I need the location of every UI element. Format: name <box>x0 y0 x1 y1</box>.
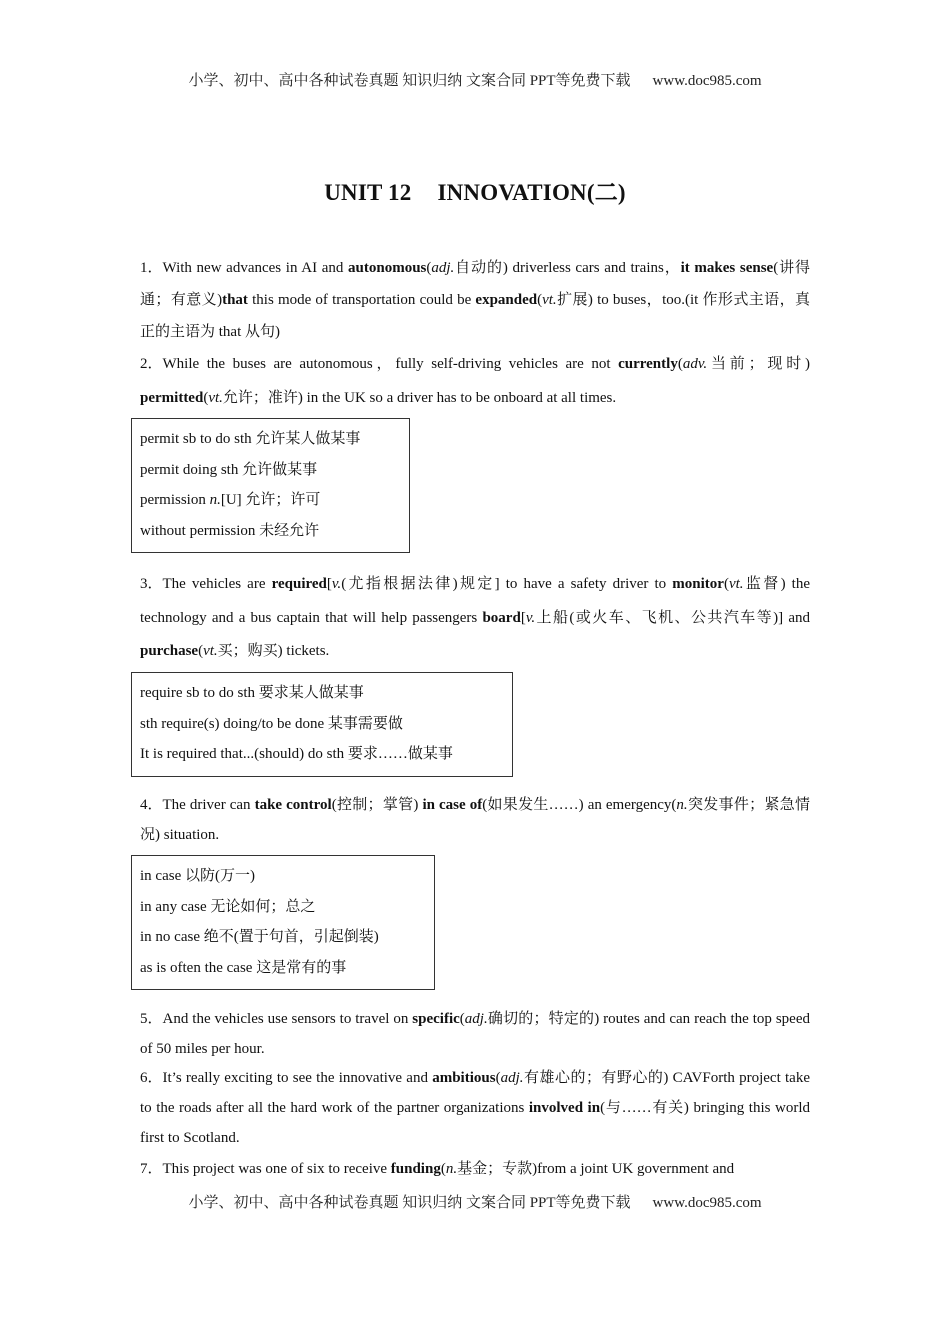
paragraph-2: 2．While the buses are autonomous，fully self-driving vehicles are not currently(adv.当前；现时) permitted(vt.允许；准许) in the UK so a driver has to be onboard at all times. <box>140 356 811 406</box>
title-unit: UNIT 12 <box>324 180 412 205</box>
paragraph-6: 6．It’s really exciting to see the innovative and ambitious(adj.有雄心的；有野心的) CAVForth project take to the roads after all the hard work of the partner organizations involved in(与……有关) bringing this world first to Scotland. <box>140 1070 810 1146</box>
page-header <box>0 69 950 90</box>
note-line: It is required that...(should) do sth 要求……做某事 <box>140 746 453 762</box>
note-line: without permission 未经允许 <box>140 522 320 539</box>
note-box-in-case <box>131 855 435 990</box>
paragraph-4: 4．The driver can take control(控制；掌管) in case of(如果发生……) an emergency(n.突发事件；紧急情况) situation. <box>140 797 810 843</box>
paragraph-1: 1．With new advances in AI and autonomous(adj.自动的) driverless cars and trains，it makes sense(讲得通；有意义)that this mode of transportation could be expanded(vt.扩展) to buses，too.(it 作形式主语，真正的主语为 that 从句) <box>140 260 811 340</box>
note-line: require sb to do sth 要求某人做某事 <box>140 685 364 701</box>
note-line: in any case 无论如何；总之 <box>140 898 316 915</box>
note-line: as is often the case 这是常有的事 <box>140 959 347 976</box>
note-line: sth require(s) doing/to be done 某事需要做 <box>140 715 403 732</box>
note-line: permit sb to do sth 允许某人做某事 <box>140 431 361 447</box>
note-line: in case 以防(万一) <box>140 868 255 884</box>
footer-url: www.doc985.com <box>652 1195 762 1211</box>
title-name: INNOVATION(二) <box>437 180 626 205</box>
paragraph-3: 3．The vehicles are required[v.(尤指根据法律)规定] to have a safety driver to monitor(vt.监督) the technology and a bus captain that will help passengers board[v.上船(或火车、飞机、公共汽车等)] and purchase(vt.买；购买) tickets. <box>140 576 810 659</box>
note-box-permit <box>131 418 410 553</box>
note-box-require <box>131 672 513 777</box>
note-line: permit doing sth 允许做某事 <box>140 461 318 478</box>
page-footer <box>0 1191 950 1212</box>
note-line: in no case 绝不(置于句首，引起倒装) <box>140 929 379 945</box>
paragraph-5: 5．And the vehicles use sensors to travel on specific(adj.确切的；特定的) routes and can reach the top speed of 50 miles per hour. <box>140 1011 810 1057</box>
header-url: www.doc985.com <box>652 73 762 89</box>
paragraph-7: 7．This project was one of six to receive funding(n.基金；专款)from a joint UK government and <box>140 1161 735 1177</box>
footer-text: 小学、初中、高中各种试卷真题 知识归纳 文案合同 PPT等免费下载 <box>188 1195 631 1211</box>
page-title <box>0 174 950 207</box>
note-line: permission n.[U] 允许；许可 <box>140 492 321 508</box>
header-text: 小学、初中、高中各种试卷真题 知识归纳 文案合同 PPT等免费下载 <box>188 73 631 89</box>
